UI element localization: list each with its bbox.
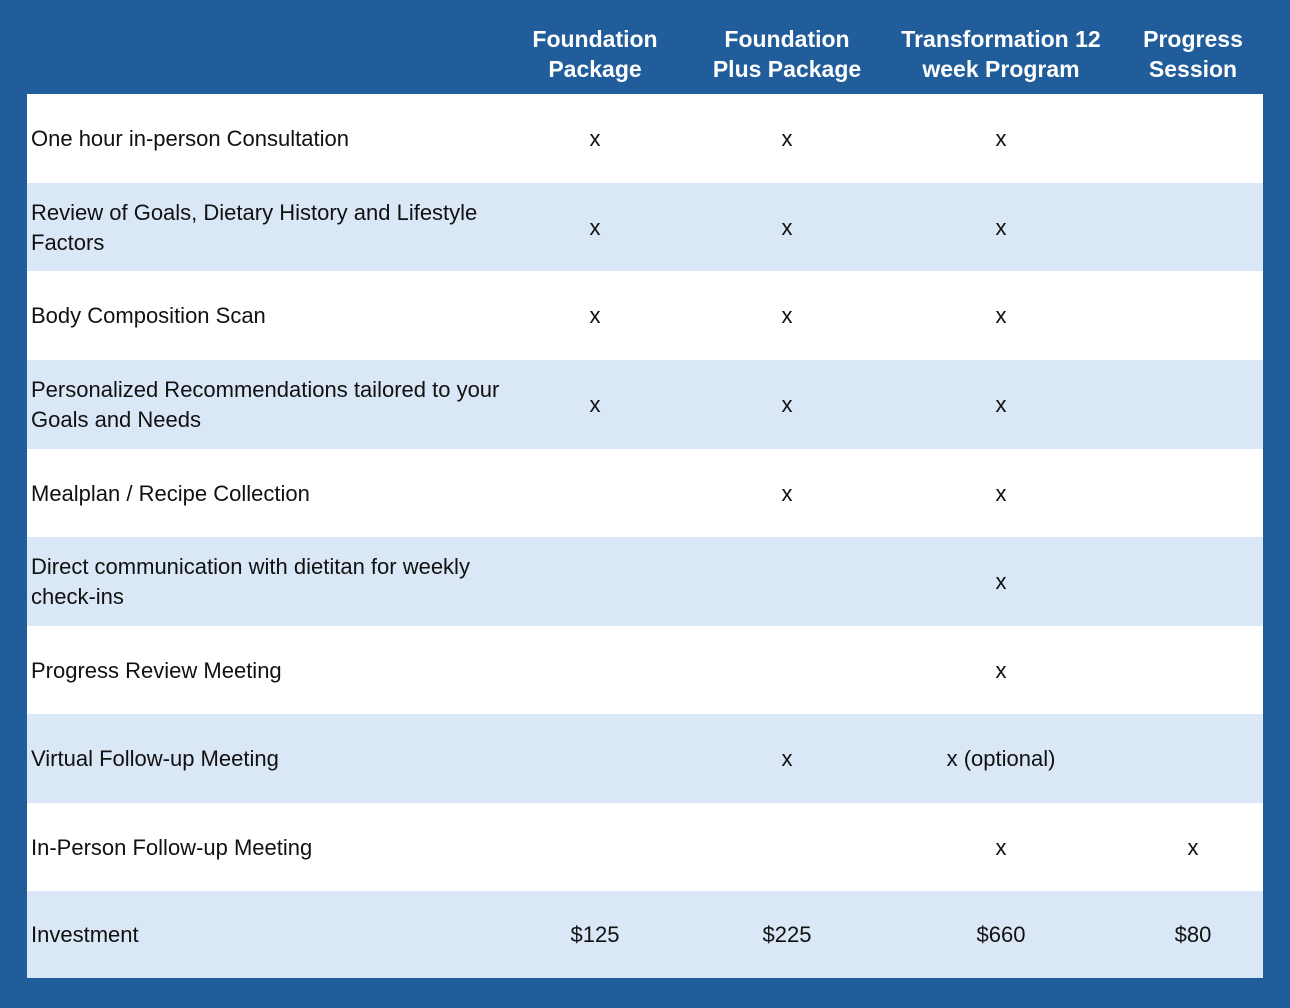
cell-progress-session [1093, 360, 1290, 449]
table-row [27, 271, 1263, 360]
table-row [27, 94, 1263, 183]
cell-progress-session [1093, 626, 1290, 715]
price-foundation: $125 [570, 921, 620, 947]
cell-foundation: x [589, 391, 601, 417]
feature-label: Investment [31, 921, 139, 947]
cell-foundation-plus [687, 537, 887, 626]
table-row [27, 183, 1263, 272]
cell-transformation: x [995, 391, 1007, 417]
cell-foundation [495, 803, 695, 892]
cell-transformation: x [995, 834, 1007, 860]
cell-transformation: x [995, 568, 1007, 594]
cell-transformation: x [995, 302, 1007, 328]
feature-label: Progress Review Meeting [31, 657, 282, 683]
investment-row [27, 891, 1263, 978]
cell-progress-session [1093, 449, 1290, 538]
cell-progress-session [1093, 271, 1290, 360]
feature-label: Personalized Recommendations tailored to your Goals and Needs [31, 376, 500, 432]
header-progress-session: Progress Session [1143, 26, 1243, 82]
cell-progress-session [1093, 183, 1290, 272]
cell-foundation [495, 626, 695, 715]
cell-transformation: x [995, 125, 1007, 151]
header-foundation-package: Foundation Package [532, 26, 658, 82]
cell-progress-session: x [1187, 834, 1199, 860]
cell-progress-session [1093, 714, 1290, 803]
cell-foundation-plus [687, 626, 887, 715]
table-header [27, 0, 1263, 94]
cell-foundation-plus: x [781, 302, 793, 328]
feature-label: Direct communication with dietitan for weekly check-ins [31, 553, 470, 609]
feature-label: Virtual Follow-up Meeting [31, 745, 279, 771]
comparison-table [27, 94, 1263, 978]
table-row [27, 626, 1263, 715]
cell-transformation: x (optional) [946, 745, 1056, 771]
cell-foundation: x [589, 125, 601, 151]
cell-foundation: x [589, 214, 601, 240]
table-row [27, 714, 1263, 803]
cell-foundation: x [589, 302, 601, 328]
header-foundation-plus-package: Foundation Plus Package [712, 26, 862, 82]
cell-transformation: x [995, 214, 1007, 240]
cell-foundation [495, 714, 695, 803]
feature-label: Mealplan / Recipe Collection [31, 480, 310, 506]
feature-label: In-Person Follow-up Meeting [31, 834, 313, 860]
table-row [27, 360, 1263, 449]
cell-foundation-plus [687, 803, 887, 892]
cell-foundation-plus: x [781, 745, 793, 771]
table-row [27, 803, 1263, 892]
cell-foundation [495, 537, 695, 626]
price-transformation: $660 [976, 921, 1026, 947]
cell-foundation-plus: x [781, 391, 793, 417]
header-transformation-program: Transformation 12 week Program [901, 26, 1101, 82]
table-row [27, 537, 1263, 626]
cell-progress-session [1093, 94, 1290, 183]
cell-foundation [495, 449, 695, 538]
cell-progress-session [1093, 537, 1290, 626]
feature-label: Body Composition Scan [31, 302, 266, 328]
cell-transformation: x [995, 480, 1007, 506]
cell-transformation: x [995, 657, 1007, 683]
cell-foundation-plus: x [781, 480, 793, 506]
feature-label: Review of Goals, Dietary History and Lifestyle Factors [31, 199, 478, 255]
cell-foundation-plus: x [781, 214, 793, 240]
cell-foundation-plus: x [781, 125, 793, 151]
feature-label: One hour in-person Consultation [31, 125, 349, 151]
table-row [27, 449, 1263, 538]
price-progress-session: $80 [1174, 921, 1212, 947]
price-foundation-plus: $225 [762, 921, 812, 947]
